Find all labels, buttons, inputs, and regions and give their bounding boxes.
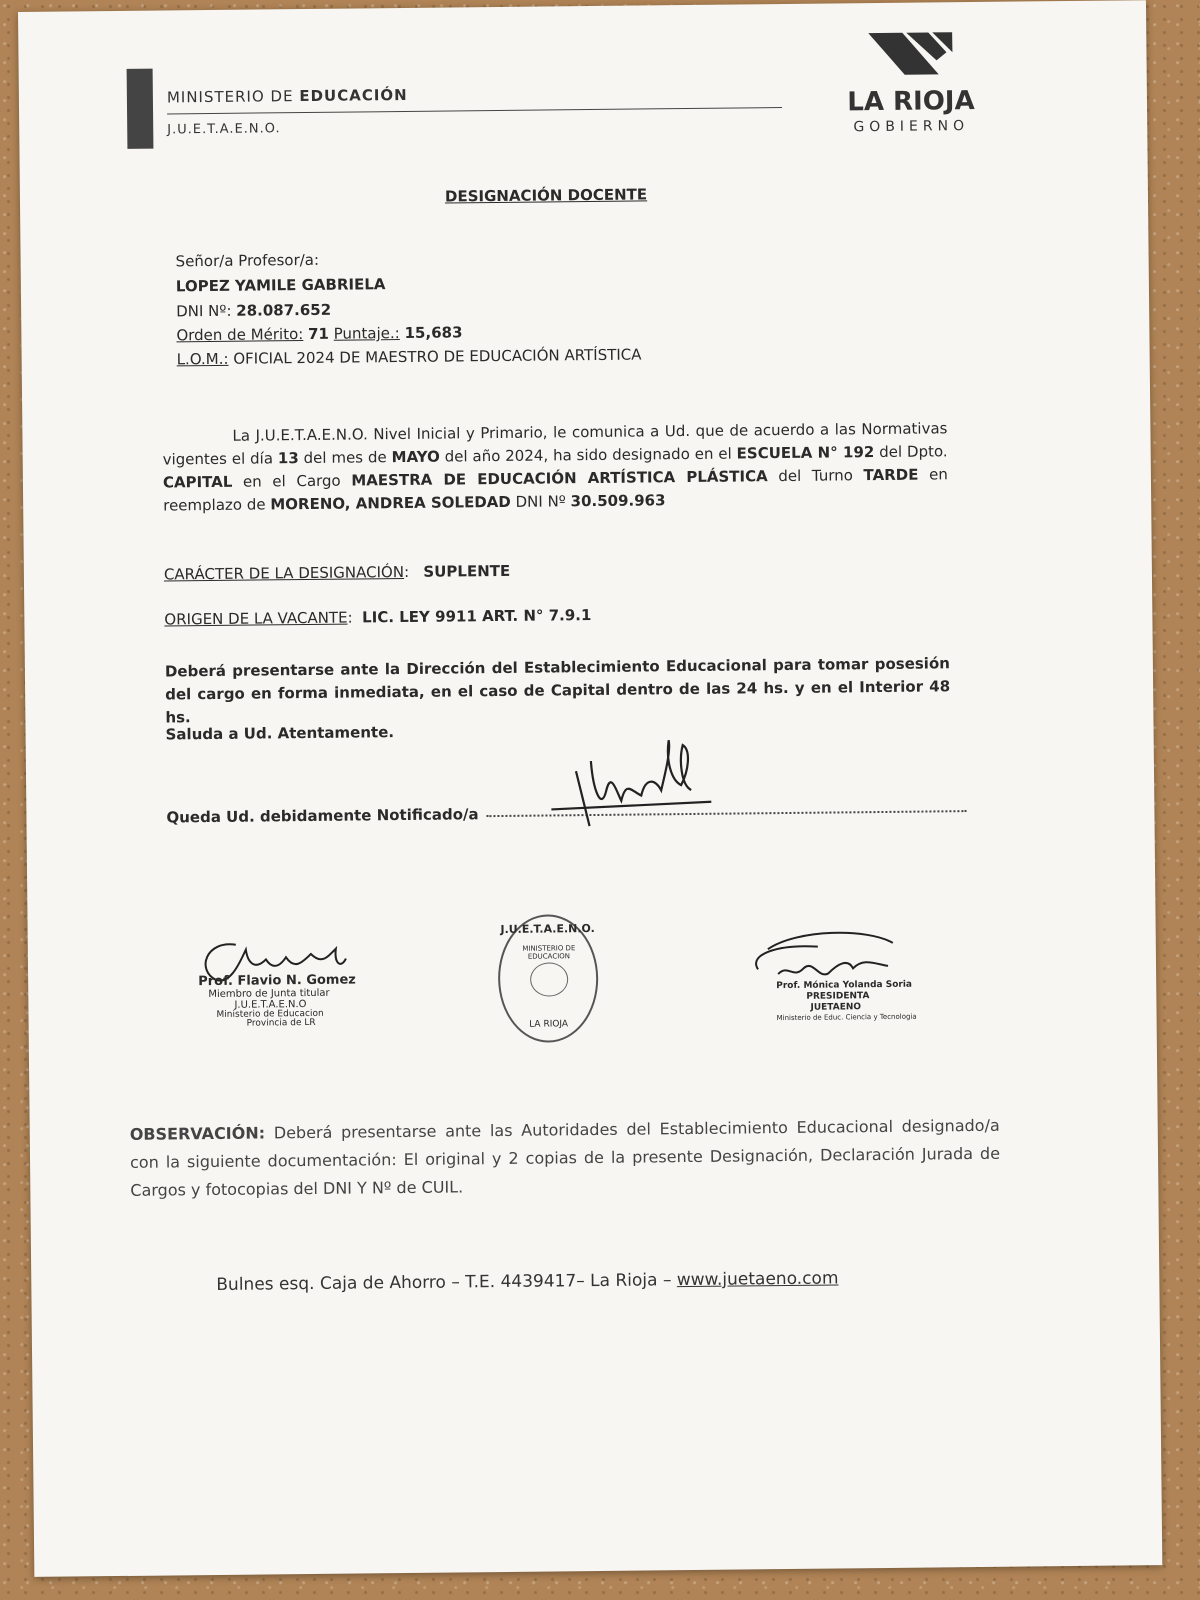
logo-name: LA RIOJA: [847, 85, 975, 118]
observation-text: OBSERVACIÓN: Deberá presentarse ante las Autoridades del Establecimiento Educacional designado/a con la siguiente documentación: El original y 2 copias de la presente Designación, Declaración Jurada de Cargos y fotocopias del DNI Y Nº de CUIL.: [129, 1115, 1001, 1200]
lom-line: L.O.M.: OFICIAL 2024 DE MAESTRO DE EDUCACIÓN ARTÍSTICA: [176, 345, 642, 369]
instruction-text: Deberá presentarse ante la Dirección del Establecimiento Educacional para tomar posesión del cargo en forma inmediata, en el caso de Capital dentro de las 24 hs. y en el Interior 48 hs.: [164, 654, 951, 727]
website-link[interactable]: www.juetaeno.com: [676, 1268, 839, 1291]
designation-character: CARÁCTER DE LA DESIGNACIÓN: SUPLENTE: [163, 561, 511, 584]
la-rioja-logo: [830, 30, 991, 136]
document-page: [18, 0, 1162, 1577]
vacancy-origin: ORIGEN DE LA VACANTE: LIC. LEY 9911 ART. N° 7.9.1: [164, 606, 592, 629]
header-rule: [167, 107, 782, 114]
designation-paragraph: La J.U.E.T.A.E.N.O. Nivel Inicial y Primario, le comunica a Ud. que de acuerdo a las Normativas vigentes el día 13 del mes de MAYO del año 2024, ha sido designado en el ESCUELA N° 192 del Dpto. CAPITAL en el Cargo MAESTRA DE EDUCACIÓN ARTÍSTICA PLÁSTICA del Turno TARDE en reemplazo de MORENO, ANDREA SOLEDAD DNI Nº 30.509.963: [162, 419, 948, 515]
logo-subtitle: GOBIERNO: [853, 118, 970, 136]
notified-label: Queda Ud. debidamente Notificado/a: [166, 805, 479, 827]
salutation: Señor/a Profesor/a:: [175, 250, 320, 271]
left-signature-block: Prof. Flavio N. Gomez Miembro de Junta titular J.U.E.T.A.E.N.O Ministerio de Educacion Provincia de LR: [186, 928, 387, 1050]
recipient-name: LOPEZ YAMILE GABRIELA: [175, 275, 386, 296]
recipient-dni: DNI Nº: 28.087.652: [176, 300, 332, 321]
ministry-title: MINISTERIO DE EDUCACIÓN: [166, 85, 408, 107]
seal-emblem-icon: [530, 962, 568, 996]
department-name: J.U.E.T.A.E.N.O.: [167, 121, 281, 138]
merit-order: Orden de Mérito: 71 Puntaje.: 15,683: [176, 323, 463, 345]
right-signature-block: Prof. Mónica Yolanda Soria PRESIDENTA JUETAENO Ministerio de Educ. Ciencia y Tecnologia: [738, 928, 919, 1050]
greeting: Saluda a Ud. Atentamente.: [165, 723, 395, 744]
recipient-signature: [531, 730, 732, 842]
page-title: DESIGNACIÓN DOCENTE: [444, 185, 648, 206]
header-accent-bar: [127, 69, 154, 149]
footer-contact: Bulnes esq. Caja de Ahorro – T.E. 4439417– La Rioja – www.juetaeno.com: [216, 1268, 839, 1295]
chevron-logo-icon: [868, 30, 953, 81]
official-seal: J.U.E.T.A.E.N.O. MINISTERIO DE EDUCACION LA RIOJA: [497, 914, 598, 1043]
